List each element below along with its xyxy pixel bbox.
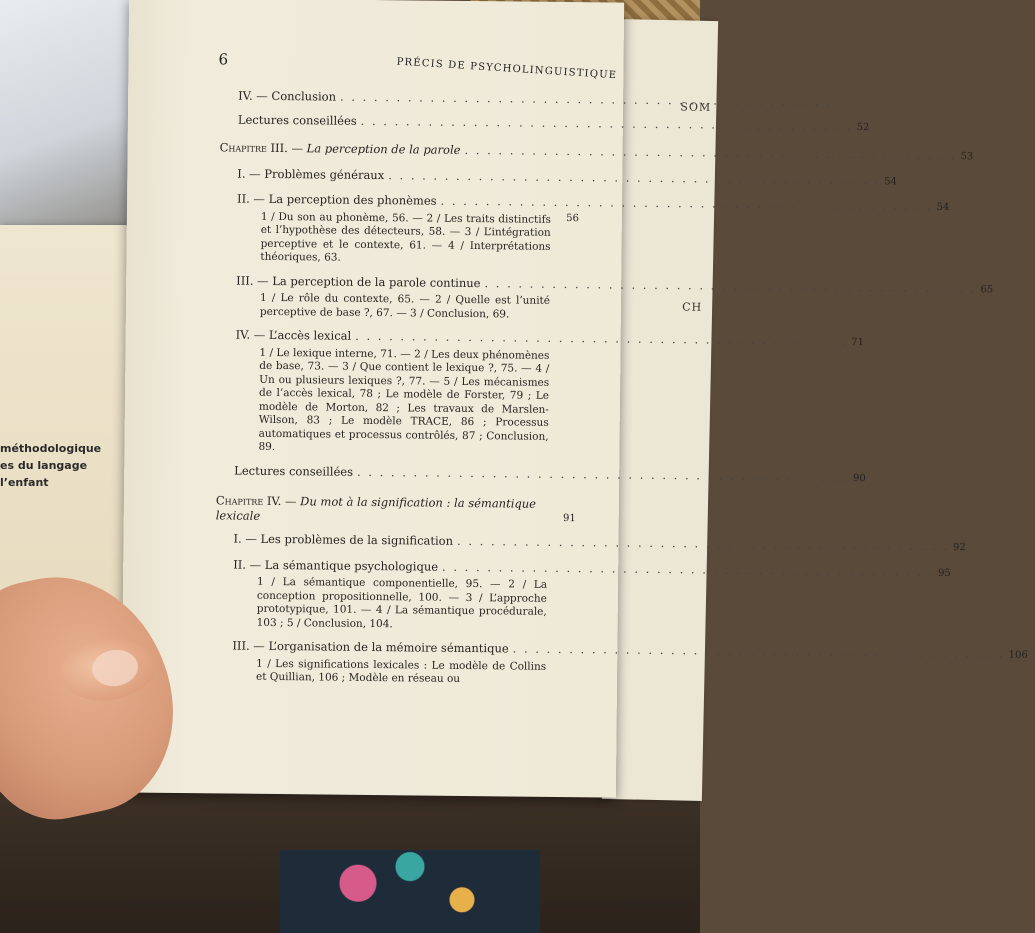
leader-dots (442, 559, 934, 579)
toc-lectures-label: Lectures conseillées (237, 112, 357, 128)
toc-lectures-label: Lectures conseillées (234, 463, 354, 479)
toc-subsection (218, 208, 579, 268)
toc-section-label: I. — Problèmes généraux (237, 166, 385, 182)
chapter-title: Du mot à la signification : la sémantique lexicale (215, 494, 537, 523)
toc-section-label: II. — La perception des phonèmes (237, 191, 437, 208)
toc-subsection-text: 1 / Du son au phonème, 56. — 2 / Les traits distinctifs et l’hypothèse des détecteurs, 58. — 3 / L’intégration perceptive et le contexte, 61. — 4 / Interprétations théoriques, 63. (260, 210, 551, 264)
toc-page: 65 (980, 283, 994, 295)
right-page-chapter: CH (682, 300, 703, 314)
toc-page: 56 (566, 212, 579, 224)
floral-fabric (280, 850, 540, 933)
page-number: 6 (218, 50, 229, 69)
toc-section (233, 557, 951, 579)
toc-section (236, 273, 994, 295)
toc-subsection-text: 1 / Les significations lexicales : Le modèle de Collins et Quillian, 106 ; Modèle en réseau ou (256, 657, 547, 685)
toc-page: 54 (936, 201, 950, 214)
toc-section-label: II. — La sémantique psychologique (233, 557, 439, 574)
toc-section-label: III. — L’organisation de la mémoire sémantique (232, 638, 509, 656)
toc-page: 91 (562, 512, 576, 524)
right-page-heading: SOM (680, 100, 712, 115)
leader-dots (355, 329, 847, 349)
toc-section (232, 638, 1028, 661)
leader-dots (361, 113, 853, 133)
toc-subsection-text: 1 / Le rôle du contexte, 65. — 2 / Quelle est l’unité perceptive de base ?, 67. — 3 / Conclusion, 69. (259, 291, 551, 320)
toc-page: 54 (884, 175, 898, 187)
cover-text (0, 440, 120, 491)
leader-dots (484, 276, 976, 296)
toc-page: 52 (856, 121, 870, 133)
toc-section-label: IV. — Conclusion (238, 88, 337, 104)
cover-line: méthodologique (0, 442, 102, 455)
toc-section (235, 327, 864, 349)
toc-page: 95 (938, 567, 951, 579)
toc-subsection-text: 1 / La sémantique componentielle, 95. — 2 / La conception propositionnelle, 100. — 3 / L’approche prototypique, 101. — 4 / La sémantique procédurale, 103 ; 5 / Conclusion, 104. (256, 575, 548, 630)
leader-dots (513, 641, 1005, 661)
toc-page: 71 (851, 337, 864, 349)
toc-chapter: Chapitre III. — La perception de la parole . . . 53 (220, 140, 580, 160)
cover-line: l’enfant (0, 476, 49, 489)
toc-chapter: Chapitre IV. — Du mot à la signification : la sémantique lexicale 91 (216, 493, 576, 526)
running-head: PRÉCIS DE PSYCHOLINGUISTIQUE (396, 56, 618, 82)
toc-page: 90 (852, 472, 866, 484)
toc-lectures (234, 463, 866, 484)
chapter-label: Chapitre IV. (215, 493, 282, 509)
toc-section-label: I. — Les problèmes de la signification (233, 531, 454, 548)
toc-page: 92 (952, 542, 966, 554)
left-booklet-cover (0, 225, 130, 615)
chapter-title: La perception de la parole (306, 141, 461, 157)
toc-page: 53 (960, 151, 974, 163)
toc-page: 106 (1008, 649, 1028, 661)
background-paper (0, 0, 130, 240)
leader-dots (357, 464, 849, 484)
toc-lectures (237, 112, 870, 133)
cover-line: es du langage (0, 459, 88, 472)
toc-section-label: IV. — L’accès lexical (235, 327, 352, 343)
chapter-label: Chapitre III. (219, 140, 288, 156)
toc-section-label: III. — La perception de la parole continue (236, 273, 481, 290)
toc-subsection-text: 1 / Le lexique interne, 71. — 2 / Les deux phénomènes de base, 73. — 3 / Que contient le lexique ?, 75. — 4 / Un ou plusieurs lexiques ?, 77. — 5 / Les mécanismes de l’accès lexical, 78 ; Le modèle de Forster, 79 ; Le modèle de Morton, 82 ; Les travaux de Marslen-Wilson, 83 ; Le modèle TRACE, 86 ; Processus automatiques et processus contrôlés, 87 ; Conclusion, 89. (258, 346, 550, 453)
